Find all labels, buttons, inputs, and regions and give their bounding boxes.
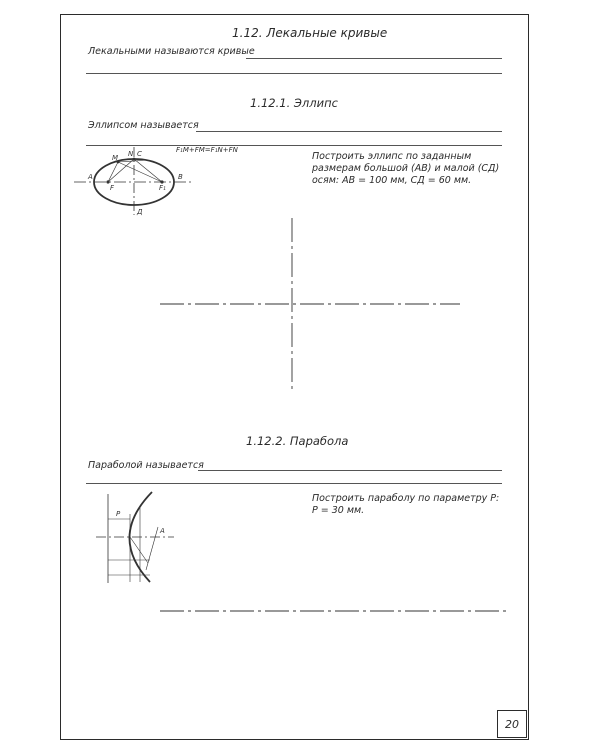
ellipse-task-line: осям: АВ = 100 мм, СД = 60 мм. (312, 175, 472, 186)
section-definition-label: Лекальными называются кривые (88, 46, 255, 57)
point-label: Р (116, 510, 121, 518)
ellipse-point (133, 158, 136, 161)
parabola-task-line: Р = 30 мм. (312, 505, 365, 516)
point-label: А (88, 173, 93, 181)
parabola-figure (96, 492, 174, 583)
point-label: Д (137, 208, 143, 216)
construction-line (130, 537, 148, 563)
radius-line (134, 159, 162, 182)
ellipse-task-line: размерам большой (АВ) и малой (СД) (312, 163, 500, 174)
ellipse-task-line: Построить эллипс по заданным (312, 151, 472, 162)
radius-line (108, 162, 118, 182)
radius-line (118, 162, 162, 182)
point-label: А (160, 527, 165, 535)
page-number: 20 (497, 710, 527, 738)
point-label: F₁ (159, 184, 166, 192)
parabola-definition-label: Параболой называется (88, 460, 204, 471)
point-label: F (110, 184, 115, 192)
parabola-title: 1.12.2. Парабола (246, 434, 349, 448)
point-label: В (178, 173, 183, 181)
point-label: М (112, 154, 119, 162)
construction-line (146, 527, 158, 570)
ellipse-formula: F₁M+FM=F₁N+FN (176, 146, 238, 154)
ellipse-definition-label: Эллипсом называется (88, 120, 199, 131)
point-label: С (137, 150, 142, 158)
ellipse-title: 1.12.1. Эллипс (250, 96, 338, 110)
parabola-task-line: Построить параболу по параметру Р: (312, 493, 500, 504)
section-title: 1.12. Лекальные кривые (232, 26, 388, 40)
point-label: N (128, 150, 134, 158)
